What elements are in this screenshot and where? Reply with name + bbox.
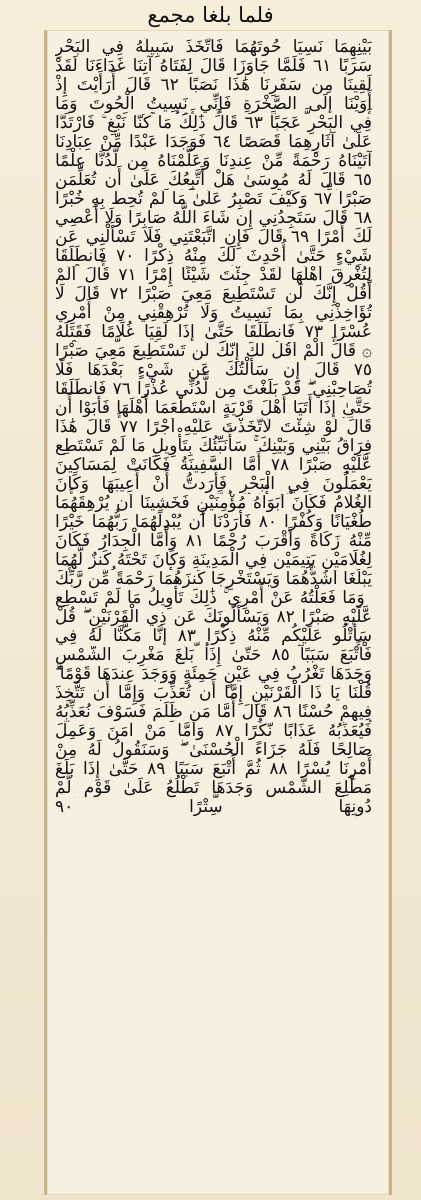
text-line: قَالَ لَوْ شِئْتَ لَاتَّخَذْتَ عَلَيْهِ أَجْرًا ٧٧ قَالَ هَٰذَا فِرَاقُ بَيْنِي وَبَيْنِكَ ۚ سَأُنَبِّئُكَ بِتَأْوِيلِ مَا لَمْ تَسْتَطِع عَّلَيْهِ صَبْرًا ٧٨ أَمَّا السَّفِينَةُ فَكَانَتْ لِمَسَاكِينَ يَعْمَلُونَ فِي الْبَحْرِ فَأَرَدتُّ أَنْ أَعِيبَهَا وَكَانَ: [55, 418, 372, 494]
text-line: فَيُعَذِّبُهُ عَذَابًا نُّكْرًا ٨٧ وَأَمَّا مَنْ آمَنَ وَعَمِلَ صَالِحًا فَلَهُ جَزَاءً الْحُسْنَىٰ ۖ وَسَنَقُولُ لَهُ مِنْ أَمْرِنَا يُسْرًا ٨٨ ثُمَّ أَتْبَعَ سَبَبًا ٨٩ حَتَّىٰ إِذَا بَلَغَ مَطْلِعَ الشَّمْسِ وَجَدَهَا تَطْلُعُ عَلَىٰ قَوْمٍ لَّمْ: [55, 722, 372, 798]
text-line: فَأَتْبَعَ سَبَبًا ٨٥ حَتَّىٰ إِذَا بَلَغَ مَغْرِبَ الشَّمْسِ وَجَدَهَا تَغْرُبُ فِي عَيْنٍ حَمِئَةٍ وَوَجَدَ عِندَهَا قَوْمًا ۗ قُلْنَا يَا ذَا الْقَرْنَيْنِ إِمَّا أَن تُعَذِّبَ وَإِمَّا أَن تَتَّخِذَ فِيهِمْ حُسْنًا ٨٦ قَالَ أَمَّا مَن ظَلَمَ فَسَوْفَ نُعَذِّبُهُ: [55, 646, 372, 722]
text-line: دُونِهَا سِتْرًا ٩٠: [55, 798, 372, 817]
page-header-title: فلما بلغا مجمع: [147, 3, 274, 27]
text-lines: [55, 38, 372, 1188]
text-line: يَبْلُغَا أَشُدَّهُمَا وَيَسْتَخْرِجَا كَنزَهُمَا رَحْمَةً مِّن رَّبِّكَ ۚ وَمَا فَعَلْتُهُ عَنْ أَمْرِي ۚ ذَٰلِكَ تَأْوِيلُ مَا لَمْ تَسْطِع عَّلَيْهِ صَبْرًا ٨٢ وَيَسْأَلُونَكَ عَن ذِي الْقَرْنَيْنِ ۖ قُلْ سَأَتْلُو عَلَيْكُم مِّنْهُ ذِكْرًا ٨٣ إِنَّا مَكَّنَّا لَهُ فِي: [55, 570, 372, 646]
text-line: ۞ قَالَ أَلَمْ أَقُل لَّكَ إِنَّكَ لَن تَسْتَطِيعَ مَعِيَ صَبْرًا ٧٥ قَالَ إِن سَأَلْتُكَ عَن شَيْءٍ بَعْدَهَا فَلَا تُصَاحِبْنِي ۖ قَدْ بَلَغْتَ مِن لَّدُنِّي عُذْرًا ٧٦ فَانطَلَقَا حَتَّىٰ إِذَا أَتَيَا أَهْلَ قَرْيَةٍ اسْتَطْعَمَا أَهْلَهَا فَأَبَوْا أَن: [55, 342, 372, 418]
text-line: الْغُلَامُ فَكَانَ أَبَوَاهُ مُؤْمِنَيْنِ فَخَشِينَا أَن يُرْهِقَهُمَا طُغْيَانًا وَكُفْرًا ٨٠ فَأَرَدْنَا أَن يُبْدِلَهُمَا رَبُّهُمَا خَيْرًا مِّنْهُ زَكَاةً وَأَقْرَبَ رُحْمًا ٨١ وَأَمَّا الْجِدَارُ فَكَانَ لِغُلَامَيْنِ يَتِيمَيْنِ فِي الْمَدِينَةِ وَكَانَ تَحْتَهُ كَنزٌ لَّهُمَا: [55, 494, 372, 570]
text-line: فِي الْبَحْرِ عَجَبًا ٦٣ قَالَ ذَٰلِكَ مَا كُنَّا نَبْغِ ۚ فَارْتَدَّا عَلَىٰ آثَارِهِمَا قَصَصًا ٦٤ فَوَجَدَا عَبْدًا مِّنْ عِبَادِنَا آتَيْنَاهُ رَحْمَةً مِّنْ عِندِنَا وَعَلَّمْنَاهُ مِن لَّدُنَّا عِلْمًا ٦٥ قَالَ لَهُ مُوسَىٰ هَلْ أَتَّبِعُكَ عَلَىٰ أَن تُعَلِّمَنِ: [55, 114, 372, 190]
text-line: لِتُغْرِقَ أَهْلَهَا لَقَدْ جِئْتَ شَيْئًا إِمْرًا ٧١ قَالَ أَلَمْ أَقُلْ إِنَّكَ لَن تَسْتَطِيعَ مَعِيَ صَبْرًا ٧٢ قَالَ لَا تُؤَاخِذْنِي بِمَا نَسِيتُ وَلَا تُرْهِقْنِي مِنْ أَمْرِي عُسْرًا ٧٣ فَانطَلَقَا حَتَّىٰ إِذَا لَقِيَا غُلَامًا فَقَتَلَهُ: [55, 266, 372, 342]
text-line: صَبْرًا ٦٧ وَكَيْفَ تَصْبِرُ عَلَىٰ مَا لَمْ تُحِطْ بِهِ خُبْرًا ٦٨ قَالَ سَتَجِدُنِي إِن شَاءَ اللَّهُ صَابِرًا وَلَا أَعْصِي لَكَ أَمْرًا ٦٩ قَالَ فَإِنِ اتَّبَعْتَنِي فَلَا تَسْأَلْنِي عَن شَيْءٍ حَتَّىٰ أُحْدِثَ لَكَ مِنْهُ ذِكْرًا ٧٠ فَانطَلَقَا: [55, 190, 372, 266]
text-line: بَيْنِهِمَا نَسِيَا حُوتَهُمَا فَاتَّخَذَ سَبِيلَهُ فِي الْبَحْرِ سَرَبًا ٦١ فَلَمَّا جَاوَزَا قَالَ لِفَتَاهُ آتِنَا غَدَاءَنَا لَقَدْ لَقِينَا مِن سَفَرِنَا هَٰذَا نَصَبًا ٦٢ قَالَ أَرَأَيْتَ إِذْ أَوَيْنَا إِلَى الصَّخْرَةِ فَإِنِّي نَسِيتُ الْحُوتَ وَمَا: [55, 38, 372, 114]
